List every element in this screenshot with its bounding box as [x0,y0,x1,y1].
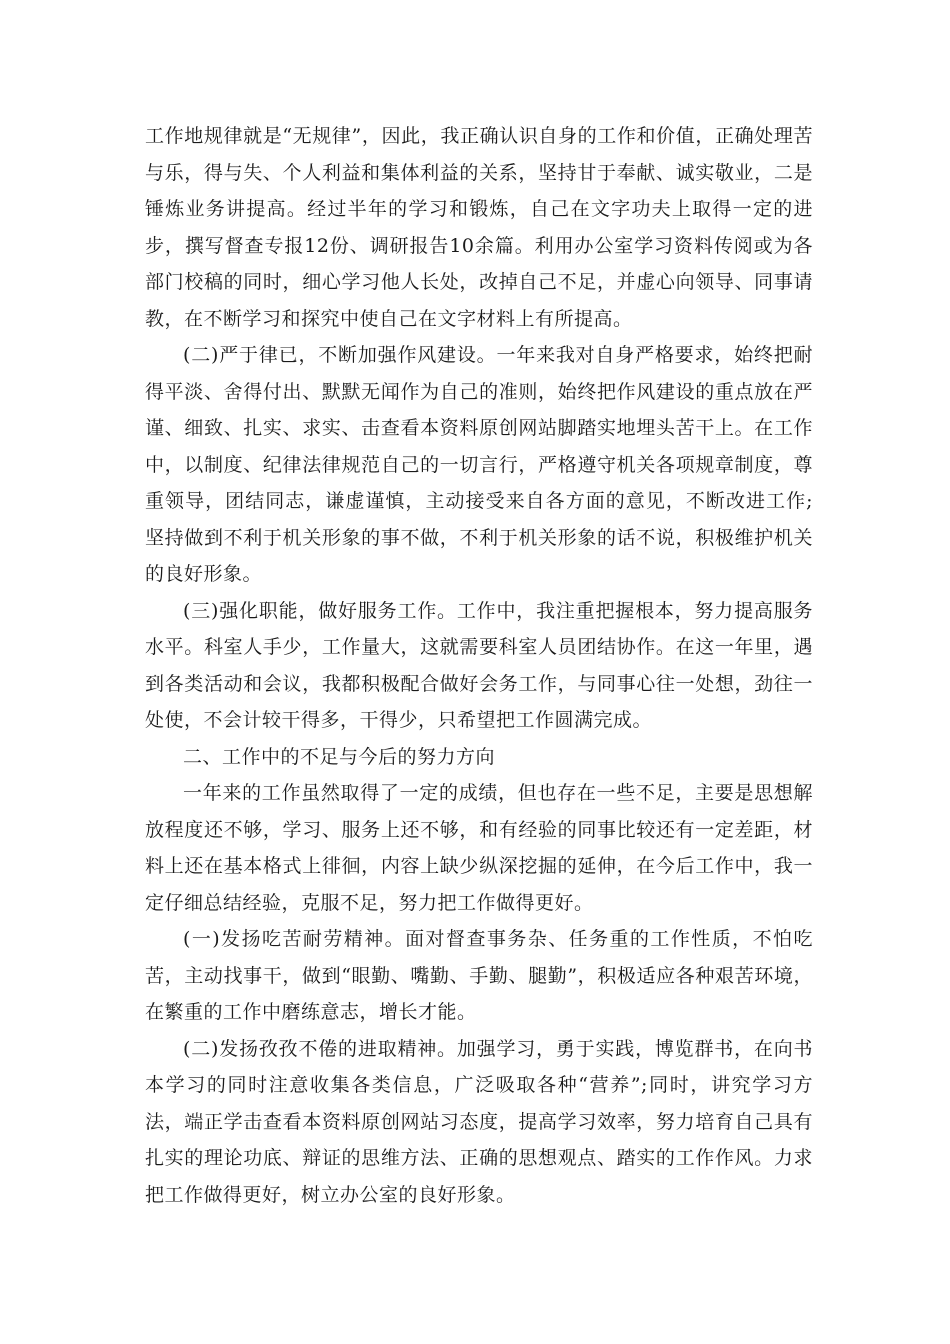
document-body [145,118,813,1213]
section-heading: 二、工作中的不足与今后的努力方向 [183,745,496,768]
paragraph-2: (二)严于律已，不断加强作风建设。一年来我对自身严格要求，始终把耐得平淡、舍得付出、默默无闻作为自己的准则，始终把作风建设的重点放在严谨、细致、扎实、求实、击查看本资料原创网站脚踏实地埋头苦干上。在工作中，以制度、纪律法律规范自己的一切言行，严格遵守机关各项规章制度，尊重领导，团结同志，谦虚谨慎，主动接受来自各方面的意见，不断改进工作;坚持做到不利于机关形象的事不做，不利于机关形象的话不说，积极维护机关的良好形象。 [145,344,813,585]
paragraph-4: 一年来的工作虽然取得了一定的成绩，但也存在一些不足，主要是思想解放程度还不够，学习、服务上还不够，和有经验的同事比较还有一定差距，材料上还在基本格式上徘徊，内容上缺少纵深挖掘的延伸，在今后工作中，我一定仔细总结经验，克服不足，努力把工作做得更好。 [145,782,813,914]
paragraph-6: (二)发扬孜孜不倦的进取精神。加强学习，勇于实践，博览群书，在向书本学习的同时注意收集各类信息，广泛吸取各种“营养”;同时，讲究学习方法，端正学击查看本资料原创网站习态度，提高学习效率，努力培育自己具有扎实的理论功底、辩证的思维方法、正确的思想观点、踏实的工作作风。力求把工作做得更好，树立办公室的良好形象。 [145,1037,813,1206]
paragraph-5: (一)发扬吃苦耐劳精神。面对督查事务杂、任务重的工作性质，不怕吃苦，主动找事干，做到“眼勤、嘴勤、手勤、腿勤”，积极适应各种艰苦环境，在繁重的工作中磨练意志，增长才能。 [145,928,813,1023]
paragraph-3: (三)强化职能，做好服务工作。工作中，我注重把握根本，努力提高服务水平。科室人手少，工作量大，这就需要科室人员团结协作。在这一年里，遇到各类活动和会议，我都积极配合做好会务工作，与同事心往一处想，劲往一处使，不会计较干得多，干得少，只希望把工作圆满完成。 [145,599,813,731]
paragraph-1: 工作地规律就是“无规律”，因此，我正确认识自身的工作和价值，正确处理苦与乐，得与失、个人利益和集体利益的关系，坚持甘于奉献、诚实敬业，二是锤炼业务讲提高。经过半年的学习和锻炼，自己在文字功夫上取得一定的进步，撰写督查专报12份、调研报告10余篇。利用办公室学习资料传阅或为各部门校稿的同时，细心学习他人长处，改掉自己不足，并虚心向领导、同事请教，在不断学习和探究中使自己在文字材料上有所提高。 [145,125,813,330]
